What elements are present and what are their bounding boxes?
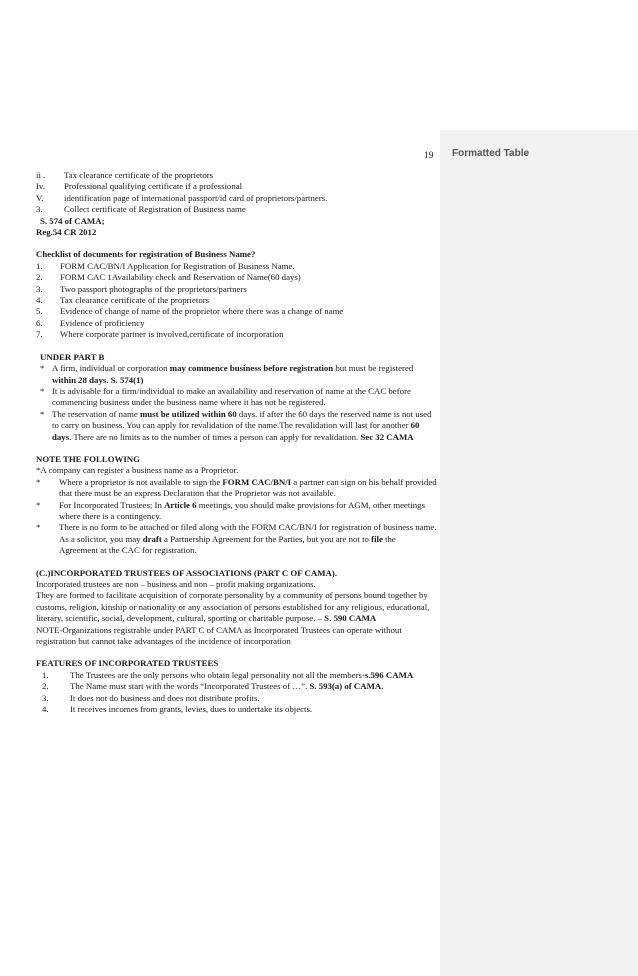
features-list xyxy=(36,670,462,716)
list-item: 1. FORM CAC/BN/I Application for Registration of Business Name. xyxy=(36,260,295,271)
checklist-heading: Checklist of documents for registration of Business Name? xyxy=(36,249,256,260)
trustees-heading: (C.)INCORPORATED TRUSTEES OF ASSOCIATIONS (PART C OF CAMA). xyxy=(36,567,338,578)
comment-sidebar xyxy=(440,130,638,976)
list-item: 1. The Trustees are the only persons who obtain legal personality not all the members-s.596 CAMA xyxy=(42,669,414,680)
page-number: 19 xyxy=(424,151,434,161)
note-heading: NOTE THE FOLLOWING xyxy=(36,453,140,464)
list-item: 2. The Name must start with the words “Incorporated Trustees of …”. S. 593(a) of CAMA. xyxy=(42,681,384,692)
top-list xyxy=(36,170,462,216)
list-item: 4. It receives incomes from grants, levies, dues to undertake its objects. xyxy=(42,704,313,715)
list-item: * It is advisable for a firm/individual to make an availability and reservation of name at the CAC before commencing business under the business name where it has not be registered. xyxy=(40,385,411,408)
reference-line: S. 574 of CAMA; xyxy=(40,215,105,226)
list-item: * Where a proprietor is not available to sign the FORM CAC/BN/I a partner can sign on his behalf provided that there must be an express Declaration that the Proprietor was not available. xyxy=(36,476,437,499)
document-body xyxy=(36,170,462,715)
list-item: 2. FORM CAC 1Availability check and Reservation of Name(60 days) xyxy=(36,272,301,283)
list-item: * There is no form to be attached or filed along with the FORM CAC/BN/I for registration of business name. As a solicitor, you may draft a Partnership Agreement for the Parties, but you are not to file the Agreement at the CAC for registration. xyxy=(36,522,437,556)
list-item: ii . Tax clearance certificate of the proprietors xyxy=(36,170,214,180)
list-item: 7. Where corporate partner is involved,certificate of incorporation xyxy=(36,329,284,340)
list-item: * For Incorporated Trustees; In Article 6 meetings, you should make provisions for AGM, other meetings where there is a contingency. xyxy=(36,499,425,521)
part-b-heading: UNDER PART B xyxy=(40,351,105,362)
trustees-paragraph: Incorporated trustees are non – business and non – profit making organizations. They are formed to facilitate acquisition of corporate personality by a community of persons bound together by customs, religion, kinship or nationality or any association of persons established for any religious, educational, literary, scientific, social, development, cultural, sporting or charitable purpose. – S. 590 CAMA NOTE-Organizations registrable under PART C of CAMA as Incorporated Trustees can operate without registration but cannot take advantages of the incidence of incorporation xyxy=(36,579,430,647)
note-line: *A company can register a business name as a Proprietor. xyxy=(36,465,239,476)
features-heading: FEATURES OF INCORPORATED TRUSTEES xyxy=(36,658,219,669)
list-item: Iv. Professional qualifying certificate if a professional xyxy=(36,181,243,192)
reference-line: Reg.54 CR 2012 xyxy=(36,227,97,238)
list-item: * The reservation of name must be utilized within 60 days. if after the 60 days the reserved name is not used to carry on business. You can apply for revalidation of the name.The revalidation will last for another 60 days. There are no limits as to the number of times a person can apply for revalidation. Sec 32 CAMA xyxy=(40,408,432,442)
list-item: 5. Evidence of change of name of the proprietor where there was a change of name xyxy=(36,306,344,317)
list-item: 3. It does not do business and does not distribute profits. xyxy=(42,692,260,703)
list-item: 3. Collect certificate of Registration of Business name xyxy=(36,204,246,215)
list-item: V. identification page of international passport/id card of proprietors/partners. xyxy=(36,192,328,203)
list-item: 3. Two passport photographs of the proprietors/partners xyxy=(36,283,247,294)
list-item: 6. Evidence of proficiency xyxy=(36,317,145,328)
formatted-table-label: Formatted Table xyxy=(452,148,530,159)
list-item: 4. Tax clearance certificate of the proprietors xyxy=(36,295,210,306)
checklist-list xyxy=(36,261,462,341)
list-item: * A firm, individual or corporation may commence business before registration but must be registered within 28 days. S. 574(1) xyxy=(40,363,414,385)
